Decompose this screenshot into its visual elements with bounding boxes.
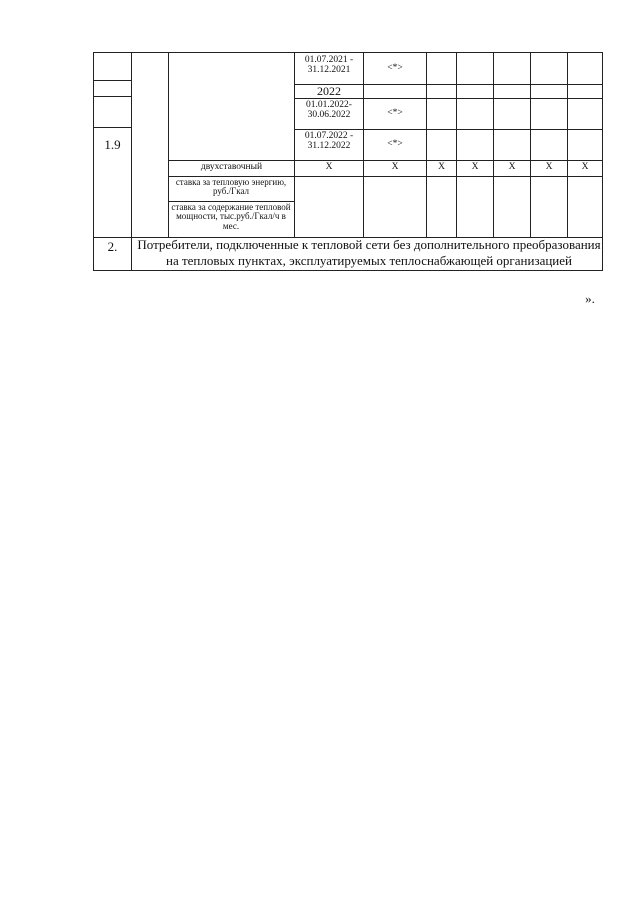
row-number: 1.9 (104, 137, 121, 152)
marker-2022-h1: <*> (387, 108, 403, 118)
period-2022-h2: 01.07.2022 - 31.12.2022 (304, 131, 354, 151)
x-mark-2: X (391, 162, 399, 172)
period-2021-h2: 01.07.2021 - 31.12.2021 (304, 55, 354, 75)
x-mark-4: X (471, 162, 479, 172)
x-mark-1: X (325, 162, 333, 172)
period-2022-h1: 01.01.2022- 30.06.2022 (306, 100, 352, 120)
year-2022: 2022 (317, 84, 341, 98)
two-part-label: двухставочный (200, 162, 263, 172)
section-2-number: 2. (107, 239, 118, 254)
closing-quote: ». (585, 291, 595, 306)
x-mark-7: X (581, 162, 589, 172)
marker-2022-h2: <*> (387, 139, 403, 149)
x-mark-3: X (438, 162, 445, 172)
rate-capacity-label: ставка за содержание тепловой мощности, тыс.руб./Гкал/ч в мес. (171, 202, 291, 231)
rate-energy-label: ставка за тепловую энергию, руб./Гкал (175, 177, 287, 197)
x-mark-5: X (508, 162, 516, 172)
x-mark-6: X (545, 162, 553, 172)
section-2-text: Потребители, подключенные к тепловой сети без дополнительного преобразования на тепловых пунктах, эксплуатируемых теплоснабжающей организацией (137, 237, 601, 268)
marker-2021-h2: <*> (387, 63, 403, 73)
